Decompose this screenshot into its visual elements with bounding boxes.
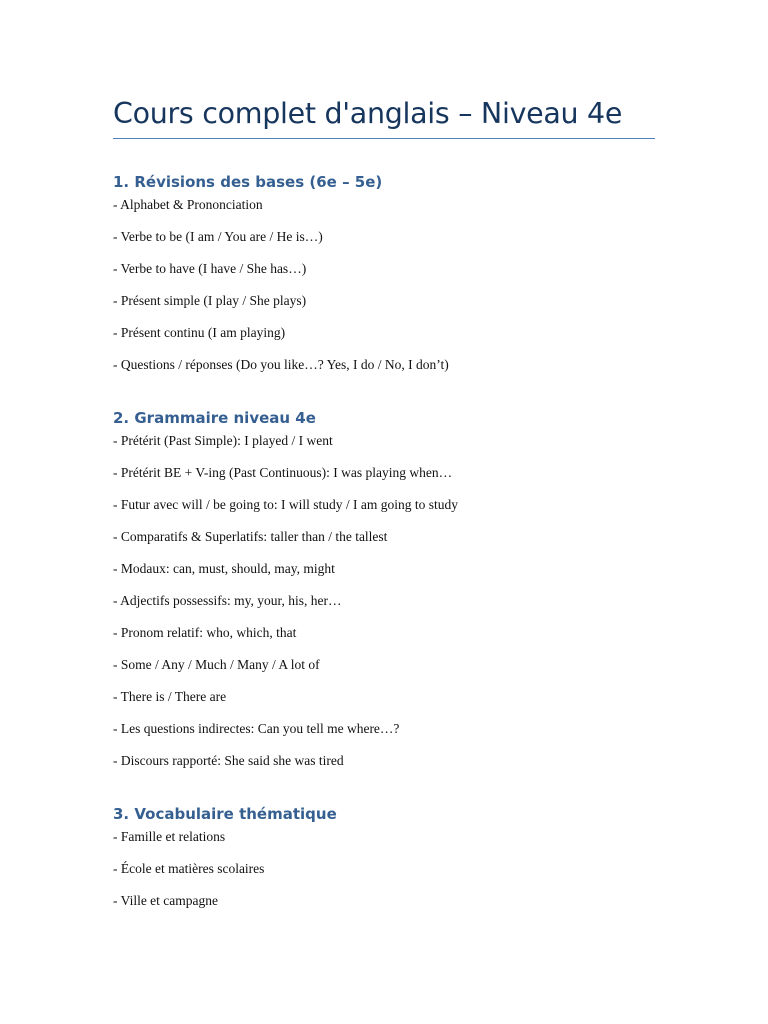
list-item: - Futur avec will / be going to: I will study / I am going to study <box>113 497 458 512</box>
document-title: Cours complet d'anglais – Niveau 4e <box>113 97 623 130</box>
list-item: - École et matières scolaires <box>113 861 265 876</box>
section-revisions <box>113 172 449 388</box>
list-item: - Ville et campagne <box>113 893 219 908</box>
item-list <box>113 196 449 374</box>
section-heading: 2. Grammaire niveau 4e <box>113 409 316 427</box>
title-divider <box>113 138 655 139</box>
list-item: - Adjectifs possessifs: my, your, his, her… <box>113 593 342 608</box>
section-heading: 3. Vocabulaire thématique <box>113 805 337 823</box>
list-item: - Présent simple (I play / She plays) <box>113 293 307 308</box>
section-vocabulaire <box>113 804 337 924</box>
list-item: - Discours rapporté: She said she was tired <box>113 753 344 768</box>
section-heading: 1. Révisions des bases (6e – 5e) <box>113 173 383 191</box>
list-item: - Verbe to have (I have / She has…) <box>113 261 307 276</box>
list-item: - Verbe to be (I am / You are / He is…) <box>113 229 323 244</box>
list-item: - Questions / réponses (Do you like…? Yes, I do / No, I don’t) <box>113 357 449 372</box>
item-list <box>113 828 337 910</box>
list-item: - Alphabet & Prononciation <box>113 197 263 212</box>
list-item: - Some / Any / Much / Many / A lot of <box>113 657 320 672</box>
list-item: - Pronom relatif: who, which, that <box>113 625 297 640</box>
list-item: - Prétérit BE + V-ing (Past Continuous): I was playing when… <box>113 465 453 480</box>
section-grammaire <box>113 408 458 784</box>
list-item: - Prétérit (Past Simple): I played / I went <box>113 433 333 448</box>
list-item: - Comparatifs & Superlatifs: taller than / the tallest <box>113 529 388 544</box>
list-item: - Famille et relations <box>113 829 226 844</box>
item-list <box>113 432 458 770</box>
list-item: - Modaux: can, must, should, may, might <box>113 561 335 576</box>
list-item: - There is / There are <box>113 689 227 704</box>
list-item: - Les questions indirectes: Can you tell me where…? <box>113 721 400 736</box>
list-item: - Présent continu (I am playing) <box>113 325 286 340</box>
document-page <box>113 0 655 908</box>
